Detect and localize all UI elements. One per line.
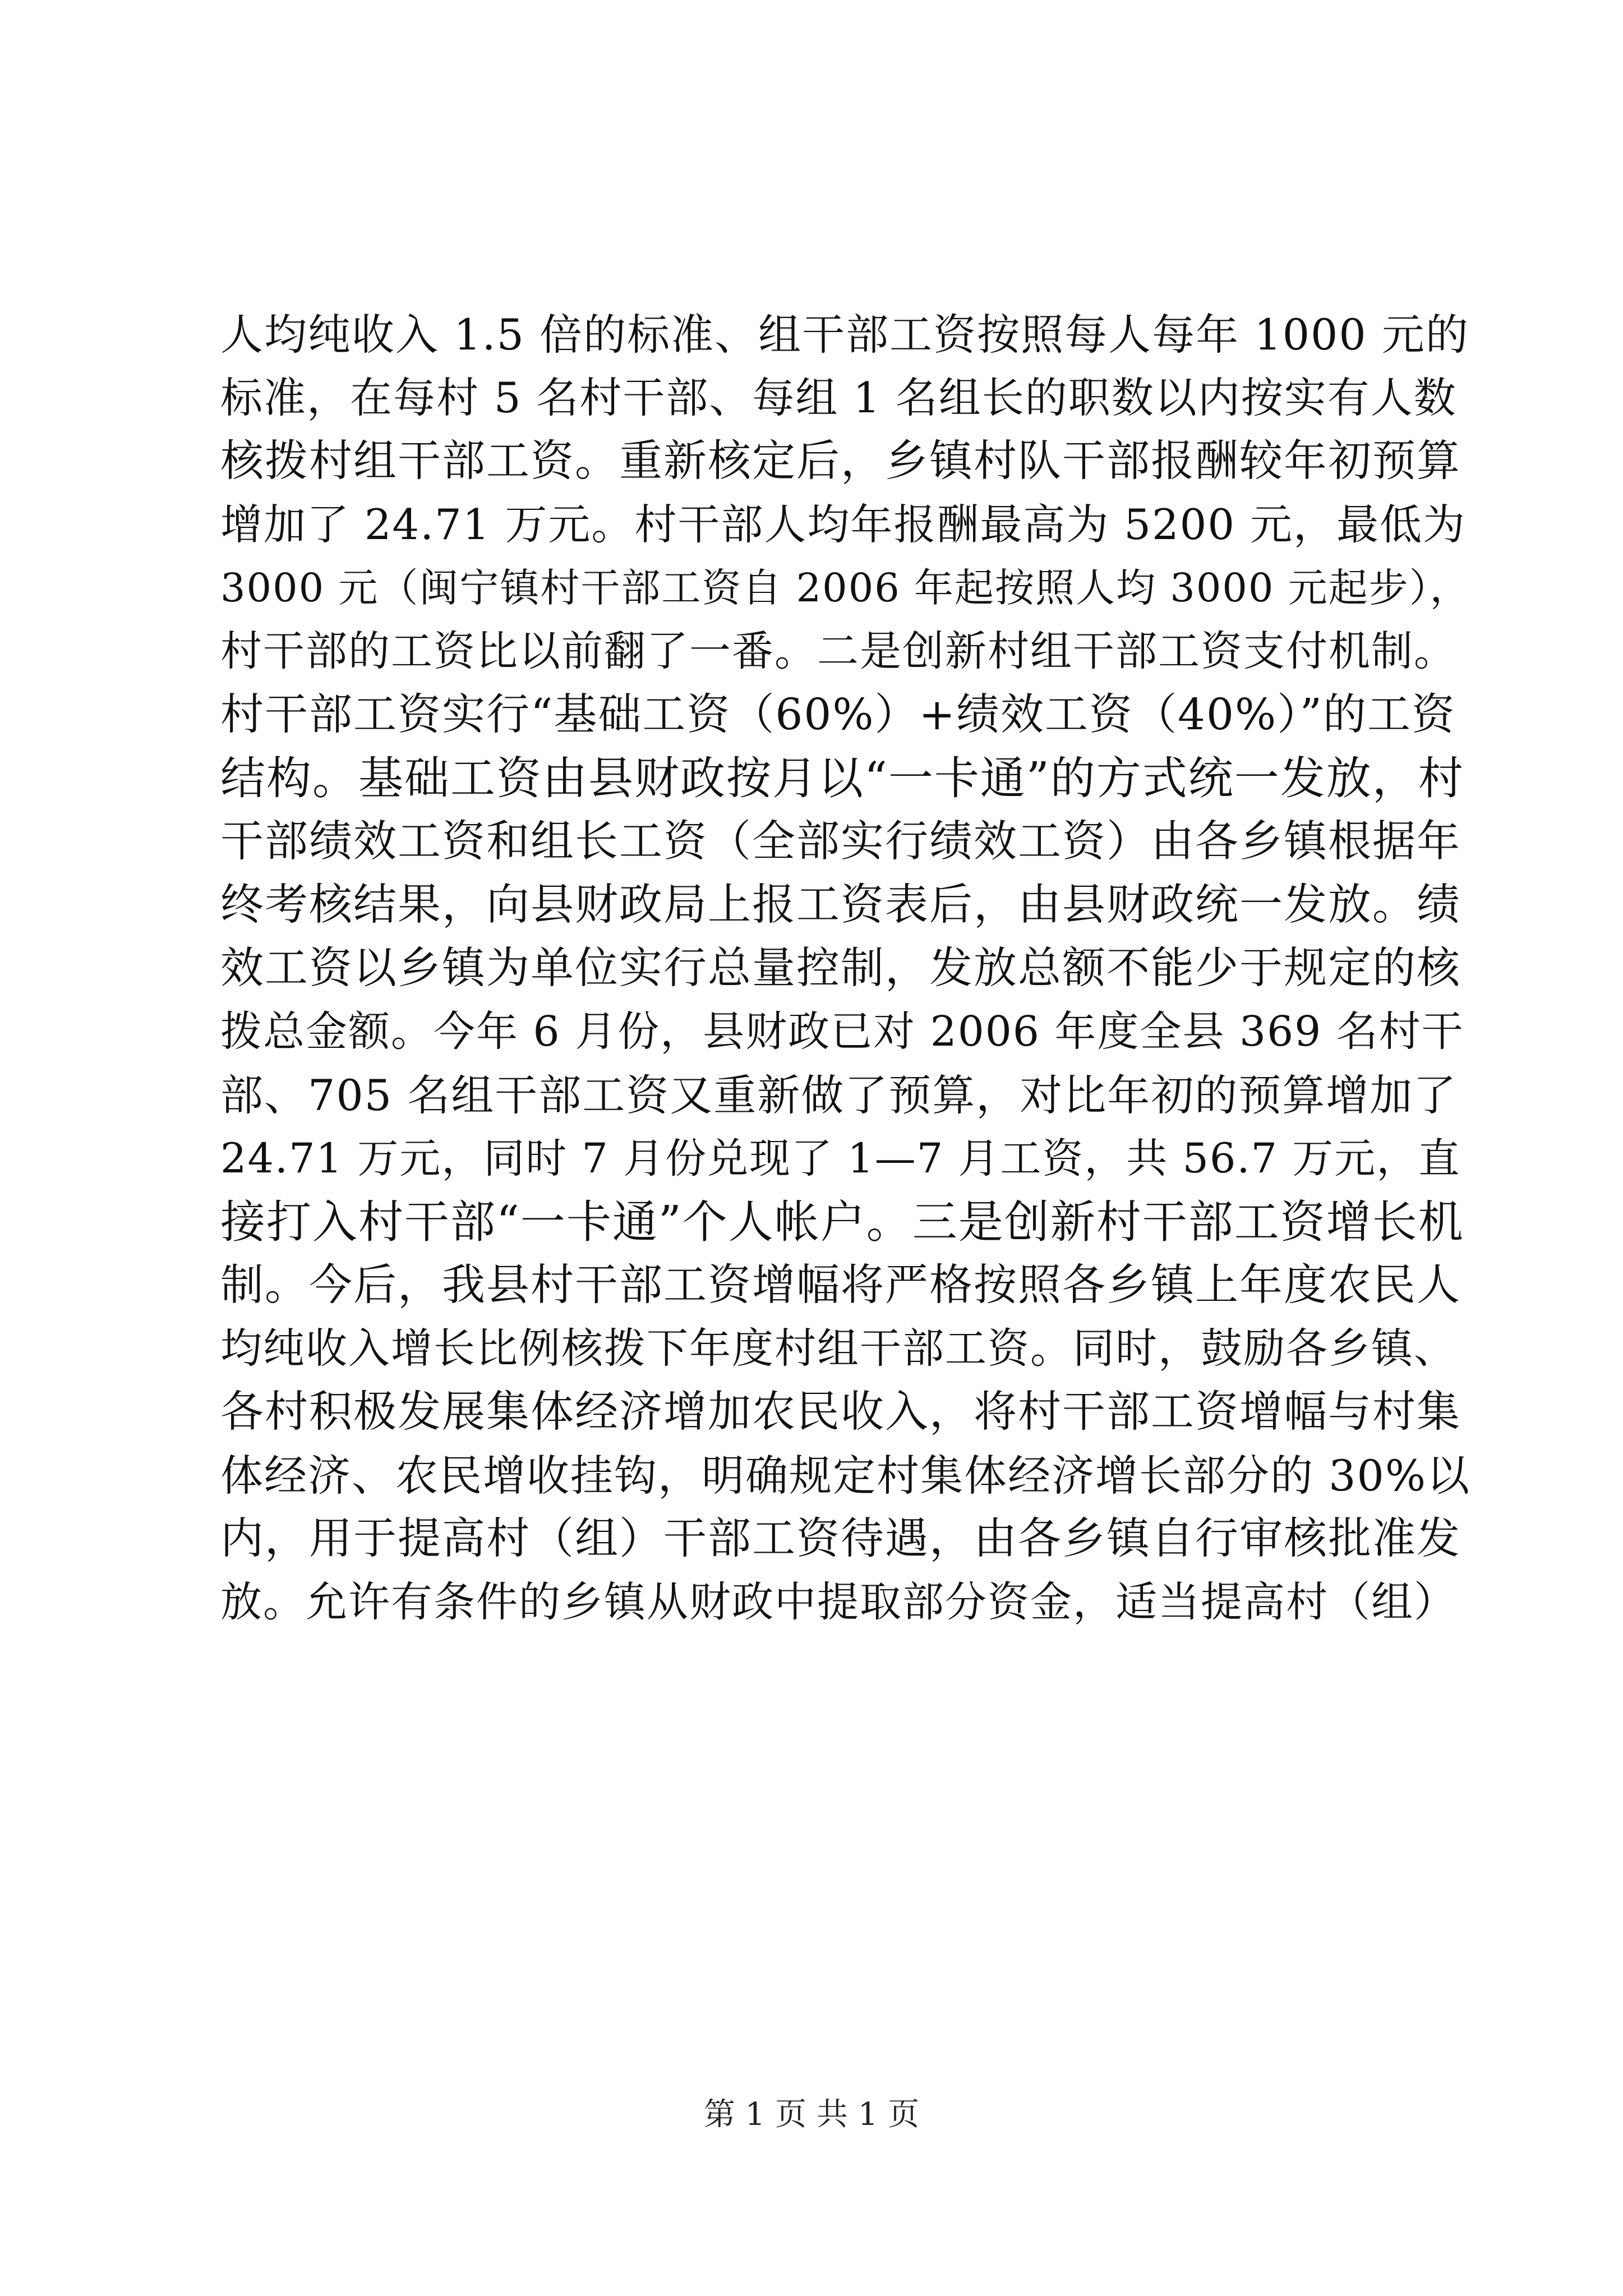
text-line: 均纯收入增长比例核拨下年度村组干部工资。同时，鼓励各乡镇、: [220, 1324, 1456, 1373]
text-line: 干部绩效工资和组长工资（全部实行绩效工资）由各乡镇根据年: [220, 817, 1461, 867]
text-line: 村干部的工资比以前翻了一番。二是创新村组干部工资支付机制。: [220, 627, 1456, 675]
text-line: 24.71 万元，同时 7 月份兑现了 1—7 月工资，共 56.7 万元，直: [220, 1135, 1461, 1182]
body-text: [220, 303, 1471, 1634]
text-line: 标准，在每村 5 名村干部、每组 1 名组长的职数以内按实有人数: [220, 373, 1457, 422]
text-line: 内，用于提高村（组）干部工资待遇，由各乡镇自行审核批准发: [220, 1514, 1461, 1564]
text-line: 核拨村组干部工资。重新核定后，乡镇村队干部报酬较年初预算: [220, 436, 1461, 486]
text-line: 3000 元（闽宁镇村干部工资自 2006 年起按照人均 3000 元起步），: [220, 565, 1470, 611]
text-line: 增加了 24.71 万元。村干部人均年报酬最高为 5200 元，最低为: [220, 500, 1466, 549]
text-line: 结构。基础工资由县财政按月以“一卡通”的方式统一发放，村: [220, 752, 1464, 804]
text-line: 放。允许有条件的乡镇从财政中提取部分资金，适当提高村（组）: [220, 1578, 1456, 1626]
text-line: 终考核结果，向县财政局上报工资表后，由县财政统一发放。绩: [220, 880, 1461, 930]
text-line: 人均纯收入 1.5 倍的标准、组干部工资按照每人每年 1000 元的: [220, 310, 1469, 360]
text-line: 体经济、农民增收挂钩，明确规定村集体经济增长部分的 30%以: [220, 1451, 1471, 1501]
text-line: 各村积极发展集体经济增加农民收入，将村干部工资增幅与村集: [220, 1387, 1461, 1437]
text-line: 制。今后，我县村干部工资增幅将严格按照各乡镇上年度农民人: [220, 1260, 1461, 1310]
text-line: 拨总金额。今年 6 月份，县财政已对 2006 年度全县 369 名村干: [220, 1007, 1464, 1056]
text-line: 部、705 名组干部工资又重新做了预算，对比年初的预算增加了: [220, 1070, 1458, 1120]
text-line: 接打入村干部“一卡通”个人帐户。三是创新村干部工资增长机: [220, 1196, 1464, 1248]
page-footer: 第 1 页 共 1 页: [703, 2096, 920, 2133]
text-line: 村干部工资实行“基础工资（60%）+绩效工资（40%）”的工资: [220, 690, 1456, 740]
text-line: 效工资以乡镇为单位实行总量控制，发放总额不能少于规定的核: [220, 944, 1461, 993]
